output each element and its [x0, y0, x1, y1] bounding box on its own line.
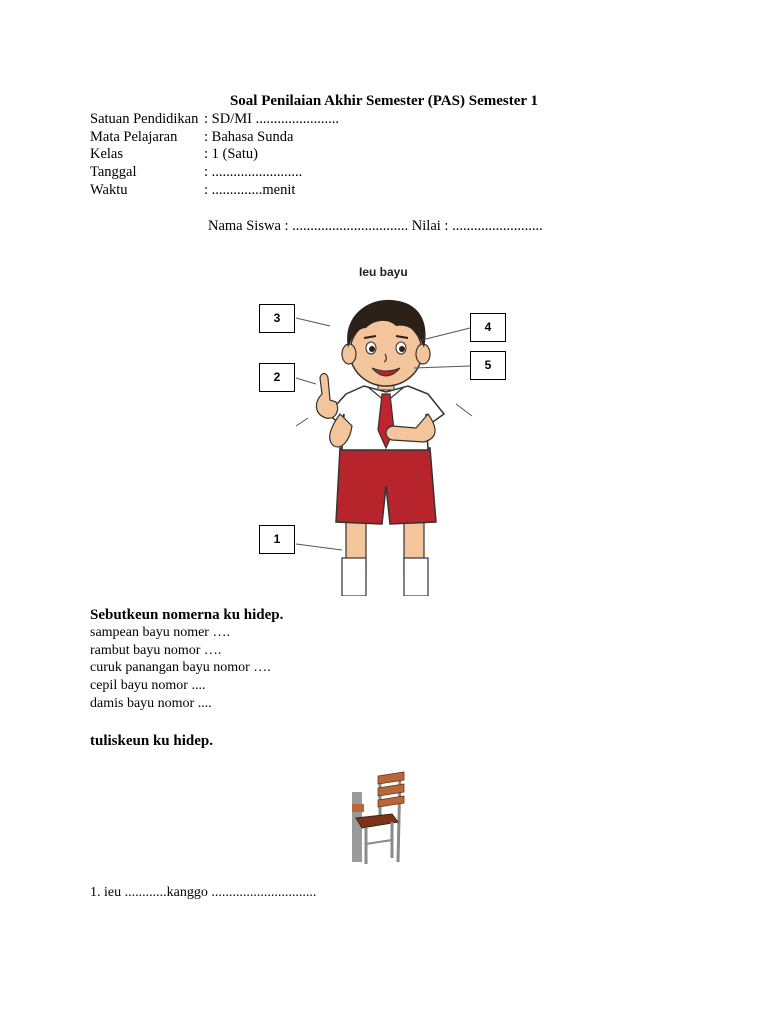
- chair-illustration: [352, 770, 412, 866]
- question-chair: 1. ieu ............kanggo ..............................: [90, 885, 317, 900]
- desk-top: [352, 804, 364, 812]
- field-label-tanggal: Tanggal: [90, 164, 137, 180]
- field-value-tanggal: : .........................: [204, 164, 303, 180]
- question-cepil: cepil bayu nomor ....: [90, 678, 206, 693]
- leader-line-2: [296, 378, 316, 384]
- label-box-5: 5: [470, 351, 506, 380]
- label-box-2: 2: [259, 363, 295, 392]
- label-box-1: 1: [259, 525, 295, 554]
- question-damis: damis bayu nomor ....: [90, 696, 212, 711]
- left-sock: [342, 558, 366, 596]
- field-value-waktu: : ..............menit: [204, 182, 296, 198]
- field-value-mata-pelajaran: : Bahasa Sunda: [204, 129, 294, 145]
- section2-heading: tuliskeun ku hidep.: [90, 733, 213, 749]
- leader-line-3: [296, 318, 330, 326]
- right-sock: [404, 558, 428, 596]
- question-rambut: rambut bayu nomor ….: [90, 643, 222, 658]
- field-label-kelas: Kelas: [90, 146, 124, 162]
- label-leader-lines: [280, 300, 480, 560]
- field-label-satuan-pendidikan: Satuan Pendidikan: [90, 111, 199, 127]
- field-value-kelas: : 1 (Satu): [204, 146, 258, 162]
- leader-line-5: [414, 366, 470, 368]
- leader-line-4: [422, 328, 470, 340]
- label-box-3: 3: [259, 304, 295, 333]
- question-curuk: curuk panangan bayu nomor ….: [90, 660, 271, 675]
- field-label-waktu: Waktu: [90, 182, 128, 198]
- leader-line-sleeve: [456, 404, 472, 416]
- field-value-satuan-pendidikan: : SD/MI .......................: [204, 111, 339, 127]
- page-title: Soal Penilaian Akhir Semester (PAS) Semester 1: [229, 93, 539, 109]
- figure-caption: Ieu bayu: [359, 265, 408, 279]
- question-sampean: sampean bayu nomer ….: [90, 625, 230, 640]
- label-box-4: 4: [470, 313, 506, 342]
- chair-crossbar: [366, 840, 392, 844]
- field-label-mata-pelajaran: Mata Pelajaran: [90, 129, 178, 145]
- student-name-score-line: Nama Siswa : ................................ Nilai : .........................: [208, 218, 543, 234]
- leader-line-1: [296, 544, 342, 550]
- desk-edge: [352, 792, 362, 862]
- section1-heading: Sebutkeun nomerna ku hidep.: [90, 607, 284, 623]
- leader-line-arm: [296, 418, 308, 426]
